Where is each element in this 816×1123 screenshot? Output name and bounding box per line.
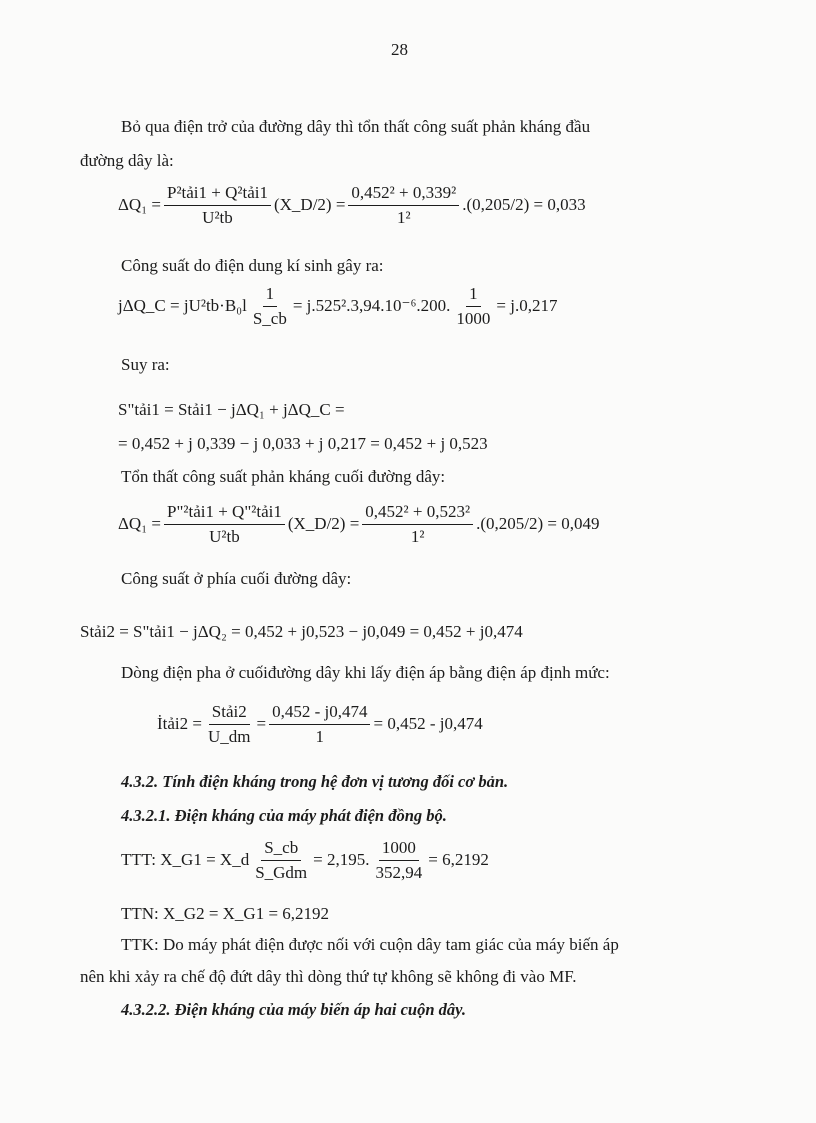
eq7-denominator-2: 352,94	[375, 862, 423, 882]
eq1-lhs: ΔQ₁ =	[118, 195, 161, 215]
eq2-mid: = j.525².3,94.10⁻⁶.200.	[292, 296, 451, 316]
paragraph-line: nên khi xảy ra chế độ đứt dây thì dòng thứ tự không sẽ không đi vào MF.	[80, 967, 577, 986]
eq1-denominator-2: 1²	[397, 207, 411, 227]
equation-end-power: Stải2 = S"tải1 − jΔQ₂ = 0,452 + j0,523 − j0,049 = 0,452 + j0,474	[80, 622, 523, 641]
section-heading-4-3-2: 4.3.2. Tính điện kháng trong hệ đơn vị tương đối cơ bản.	[121, 772, 509, 791]
eq2-numerator-2: 1	[466, 284, 481, 307]
eq4-mid: (X_D/2) =	[287, 514, 360, 534]
section-heading-4-3-2-2: 4.3.2.2. Điện kháng của máy biến áp hai cuộn dây.	[121, 1000, 466, 1019]
eq6-denominator-2: 1	[315, 726, 325, 746]
eq1-result: .(0,205/2) = 0,033	[462, 195, 586, 215]
eq4-denominator: U²tb	[209, 526, 240, 546]
eq2-result: = j.0,217	[496, 296, 558, 316]
equation-reactive-loss-end	[118, 502, 599, 546]
eq1-mid: (X_D/2) =	[273, 195, 346, 215]
equation-capacitive-power	[118, 284, 557, 328]
eq2-denominator-2: 1000	[456, 308, 491, 328]
eq4-numerator-2: 0,452² + 0,523²	[362, 502, 473, 525]
eq1-denominator: U²tb	[202, 207, 233, 227]
paragraph-line: Suy ra:	[121, 355, 170, 374]
equation-negative-sequence: TTN: X_G2 = X_G1 = 6,2192	[121, 904, 330, 923]
page-number: 28	[391, 40, 408, 59]
equation-load-power-line2: = 0,452 + j 0,339 − j 0,033 + j 0,217 = 0,452 + j 0,523	[118, 434, 488, 453]
eq7-lhs: TTT: X_G1 = X_d	[121, 850, 250, 870]
paragraph-line: đường dây là:	[80, 151, 174, 170]
eq2-lhs: jΔQ_C = jU²tb·B₀l	[118, 296, 247, 316]
eq4-denominator-2: 1²	[410, 526, 425, 546]
eq7-mid: = 2,195.	[313, 850, 370, 870]
eq1-numerator-2: 0,452² + 0,339²	[348, 183, 459, 206]
paragraph-line: Dòng điện pha ở cuốiđường dây khi lấy điện áp bằng điện áp định mức:	[121, 663, 610, 682]
eq6-lhs: İtải2 =	[157, 714, 202, 734]
paragraph-line: TTK: Do máy phát điện được nối với cuộn dây tam giác của máy biến áp	[121, 935, 619, 954]
equation-phase-current: İtải2 = $\frac{\text{Stải2}}{U\_dm}$ = $\frac{0,452 - j0,474}{1}$ = 0,452 - j0,474	[157, 702, 483, 746]
eq6-numerator-2: 0,452 - j0,474	[269, 702, 370, 725]
eq4-lhs: ΔQ₁ =	[118, 514, 161, 534]
eq6-numerator: Stải2	[209, 702, 250, 725]
eq2-numerator: 1	[263, 284, 278, 307]
eq6-denominator: U_dm	[208, 726, 251, 746]
eq1-numerator: P²tải1 + Q²tải1	[164, 183, 271, 206]
paragraph-line: Bỏ qua điện trở của đường dây thì tổn thất công suất phản kháng đầu	[121, 117, 591, 136]
eq2-denominator: S_cb	[252, 308, 287, 328]
eq6-result: = 0,452 - j0,474	[373, 714, 483, 734]
eq4-result: .(0,205/2) = 0,049	[476, 514, 600, 534]
eq7-numerator: S_cb	[261, 838, 301, 861]
section-heading-4-3-2-1: 4.3.2.1. Điện kháng của máy phát điện đồng bộ.	[121, 806, 447, 825]
paragraph-line: Công suất ở phía cuối đường dây:	[121, 569, 352, 588]
equation-reactive-loss-start	[118, 183, 586, 227]
eq7-denominator: S_Gdm	[255, 862, 308, 882]
paragraph-line: Tổn thất công suất phản kháng cuối đường dây:	[121, 467, 446, 486]
eq7-result: = 6,2192	[428, 850, 489, 870]
paragraph-line: Công suất do điện dung kí sinh gây ra:	[121, 256, 384, 275]
equation-load-power-line1: S"tải1 = Stải1 − jΔQ₁ + jΔQ_C =	[118, 400, 345, 419]
equation-generator-reactance	[121, 838, 489, 882]
eq4-numerator: P"²tải1 + Q"²tải1	[164, 502, 285, 525]
eq7-numerator-2: 1000	[379, 838, 419, 861]
